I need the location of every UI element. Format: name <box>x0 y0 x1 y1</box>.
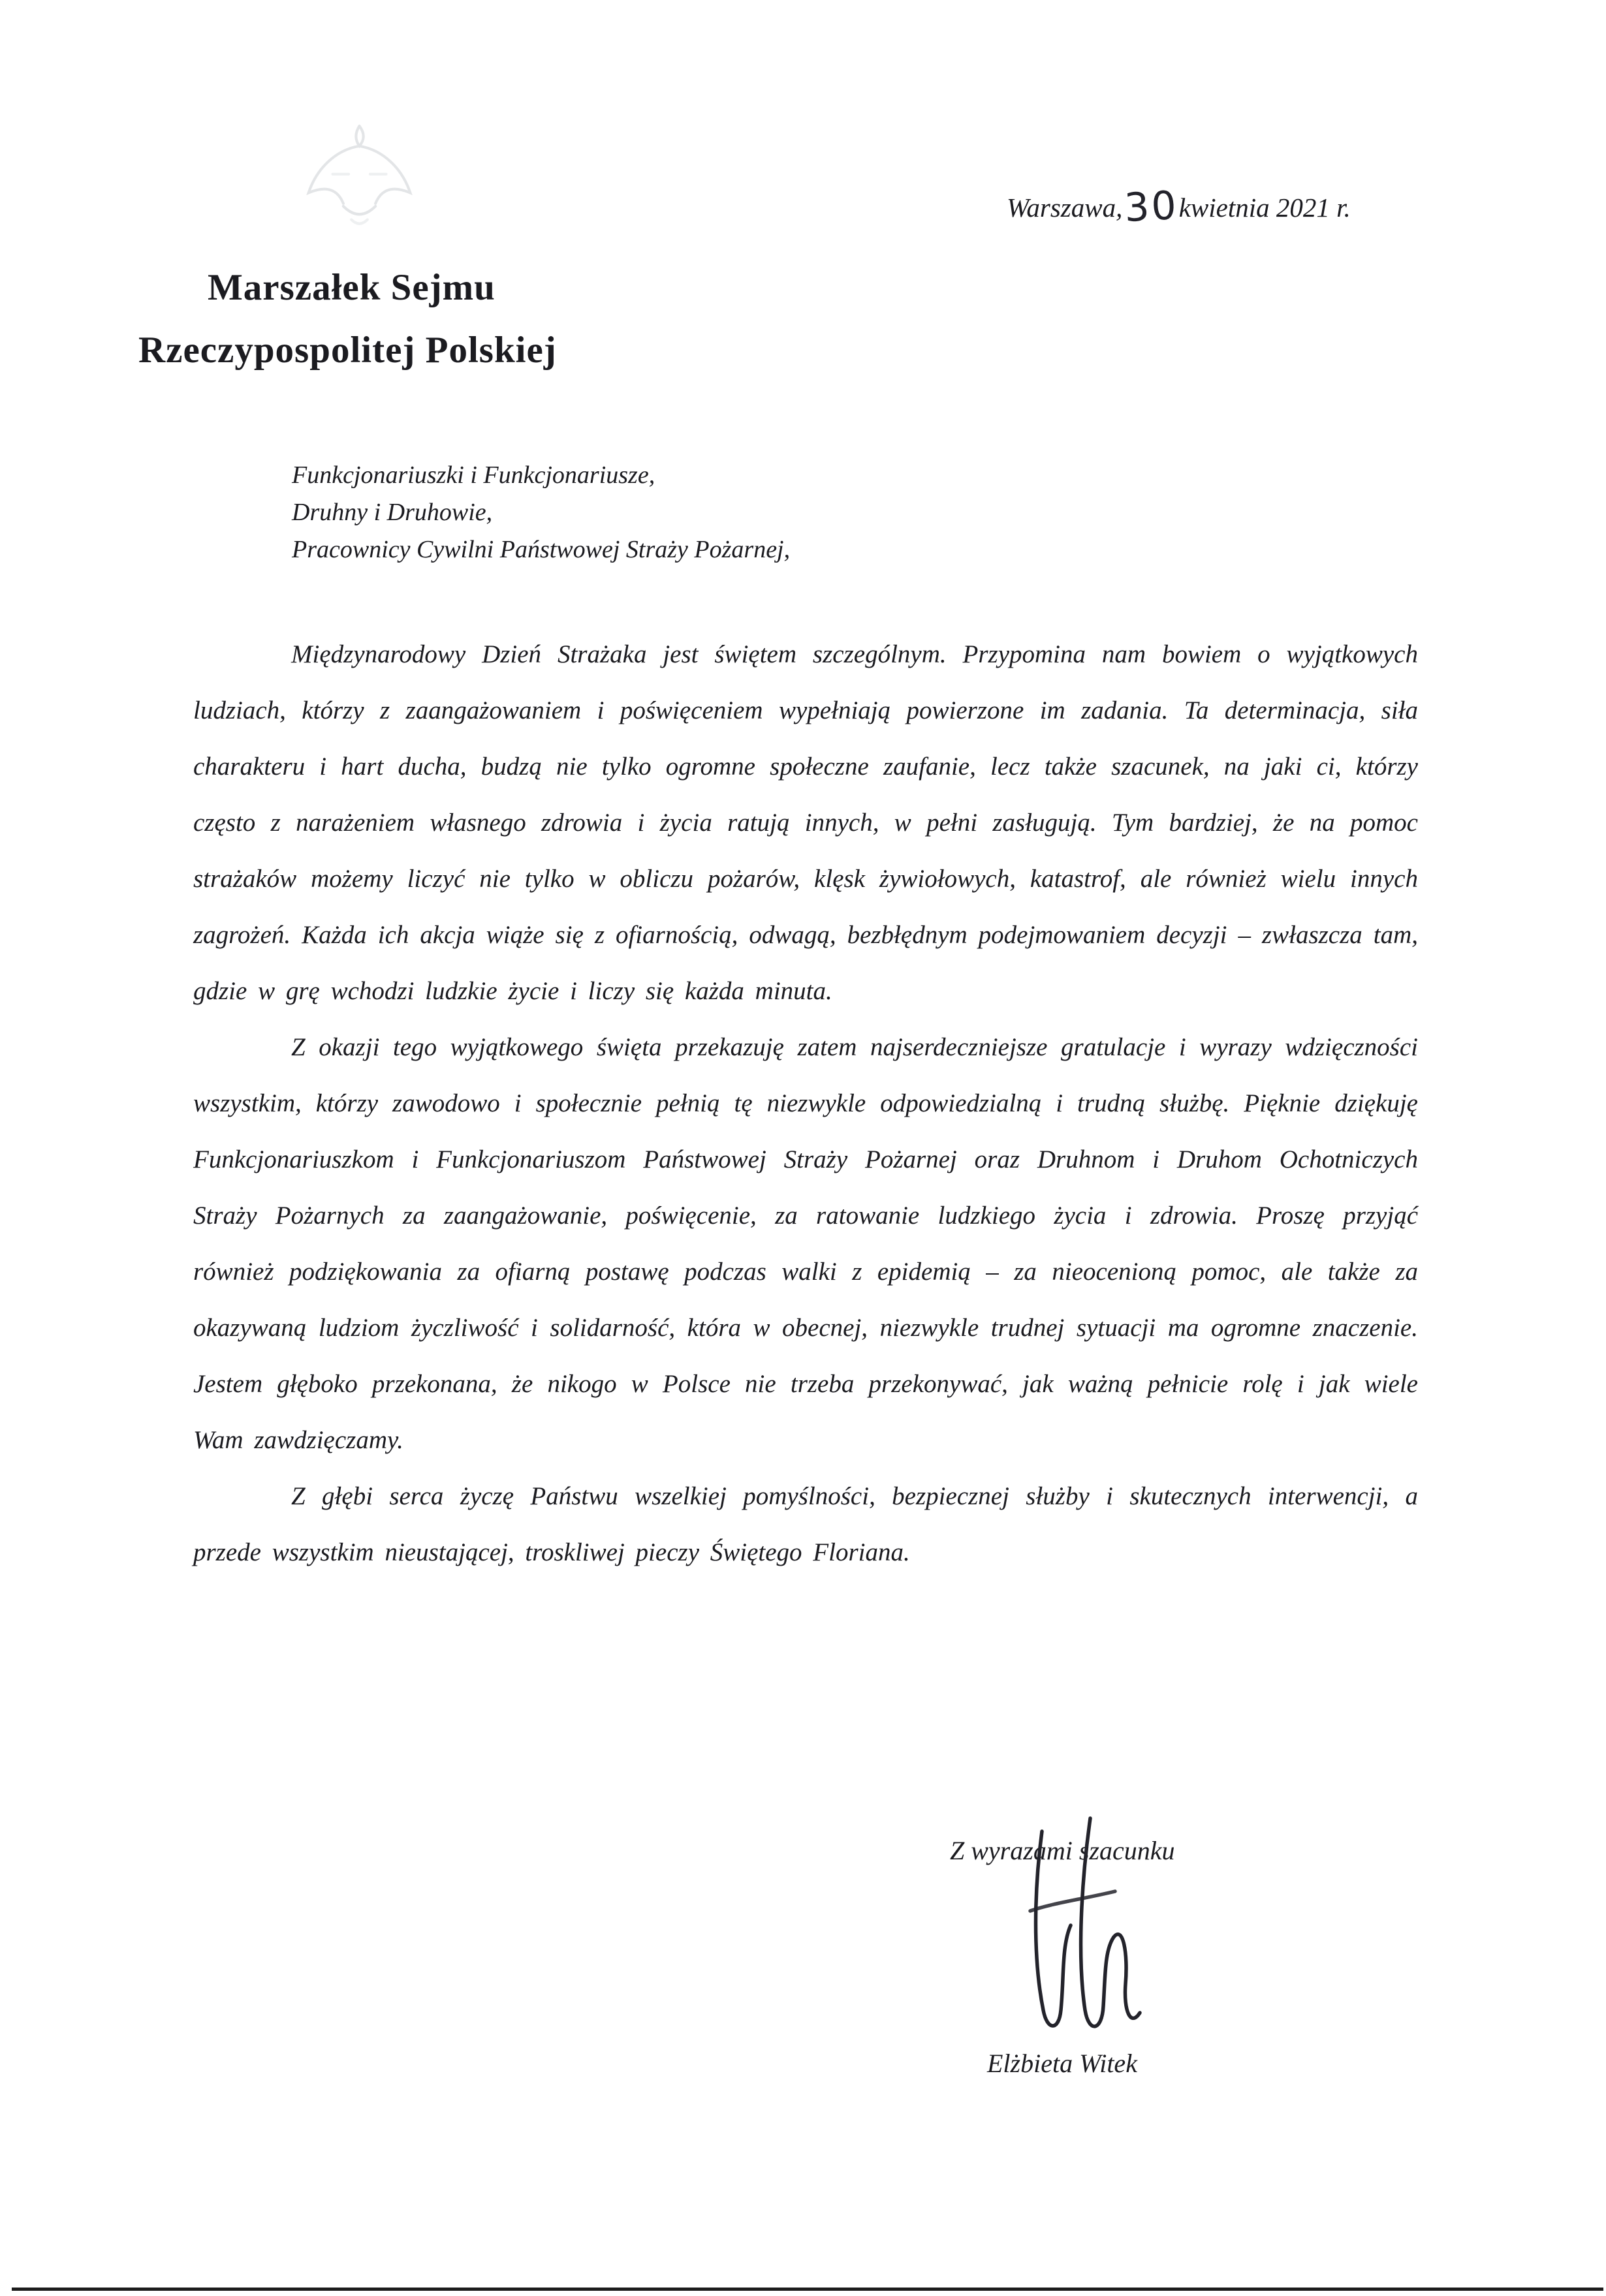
salutation <box>292 457 790 568</box>
salutation-line: Funkcjonariuszki i Funkcjonariusze, <box>292 461 655 489</box>
signer-name: Elżbieta Witek <box>987 2049 1137 2078</box>
eagle-watermark-icon <box>292 111 426 248</box>
date-line <box>1007 182 1351 232</box>
date-rest: kwietnia 2021 r. <box>1178 193 1351 223</box>
handwritten-signature-scribble <box>1004 1813 1154 2056</box>
sender-title-line1: Marszałek Sejmu <box>208 267 496 308</box>
valediction: Z wyrazami szacunku <box>950 1836 1175 1865</box>
body-paragraph: Z okazji tego wyjątkowego święta przekazuję zatem najserdeczniejsze gratulacje i wyrazy wdzięczności wszystkim, którzy zawodowo i społecznie pełnią tę niezwykle odpowiedzialną i trudną służbę. Pięknie dziękuję Funkcjonariuszkom i Funkcjonariuszom Państwowej Straży Pożarnej oraz Druhnom i Druhom Ochotniczych Straży Pożarnych za zaangażowanie, poświęcenie, za ratowanie ludzkiego życia i zdrowia. Proszę przyjąć również podziękowania za ofiarną postawę podczas walki z epidemią – za nieocenioną pomoc, ale także za okazywaną ludziom życzliwość i solidarność, która w obecnej, niezwykle trudnej sytuacji ma ogromne znaczenie. Jestem głęboko przekonana, że nikogo w Polsce nie trzeba przekonywać, jak ważną pełnicie rolę i jak wiele Wam zawdzięczamy. <box>193 1033 1418 1454</box>
letter-body <box>193 627 1418 1581</box>
scan-artifact-line <box>12 2288 1603 2291</box>
handwritten-date-day: 30 <box>1123 182 1180 232</box>
date-city: Warszawa, <box>1007 193 1123 223</box>
sender-title-line2: Rzeczypospolitej Polskiej <box>138 330 557 371</box>
salutation-line: Druhny i Druhowie, <box>292 499 493 526</box>
body-paragraph: Międzynarodowy Dzień Strażaka jest świętem szczególnym. Przypomina nam bowiem o wyjątkowych ludziach, którzy z zaangażowaniem i poświęceniem wypełniają powierzone im zadania. Ta determinacja, siła charakteru i hart ducha, budzą nie tylko ogromne społeczne zaufanie, lecz także szacunek, na jaki ci, którzy często z narażeniem własnego zdrowia i życia ratują innych, w pełni zasługują. Tym bardziej, że na pomoc strażaków możemy liczyć nie tylko w obliczu pożarów, klęsk żywiołowych, katastrof, ale również wielu innych zagrożeń. Każda ich akcja wiąże się z ofiarnością, odwagą, bezbłędnym podejmowaniem decyzji – zwłaszcza tam, gdzie w grę wchodzi ludzkie życie i liczy się każda minuta. <box>193 640 1418 1005</box>
body-paragraph: Z głębi serca życzę Państwu wszelkiej pomyślności, bezpiecznej służby i skutecznych interwencji, a przede wszystkim nieustającej, troskliwej pieczy Świętego Floriana. <box>193 1482 1418 1566</box>
salutation-line: Pracownicy Cywilni Państwowej Straży Pożarnej, <box>292 536 791 563</box>
